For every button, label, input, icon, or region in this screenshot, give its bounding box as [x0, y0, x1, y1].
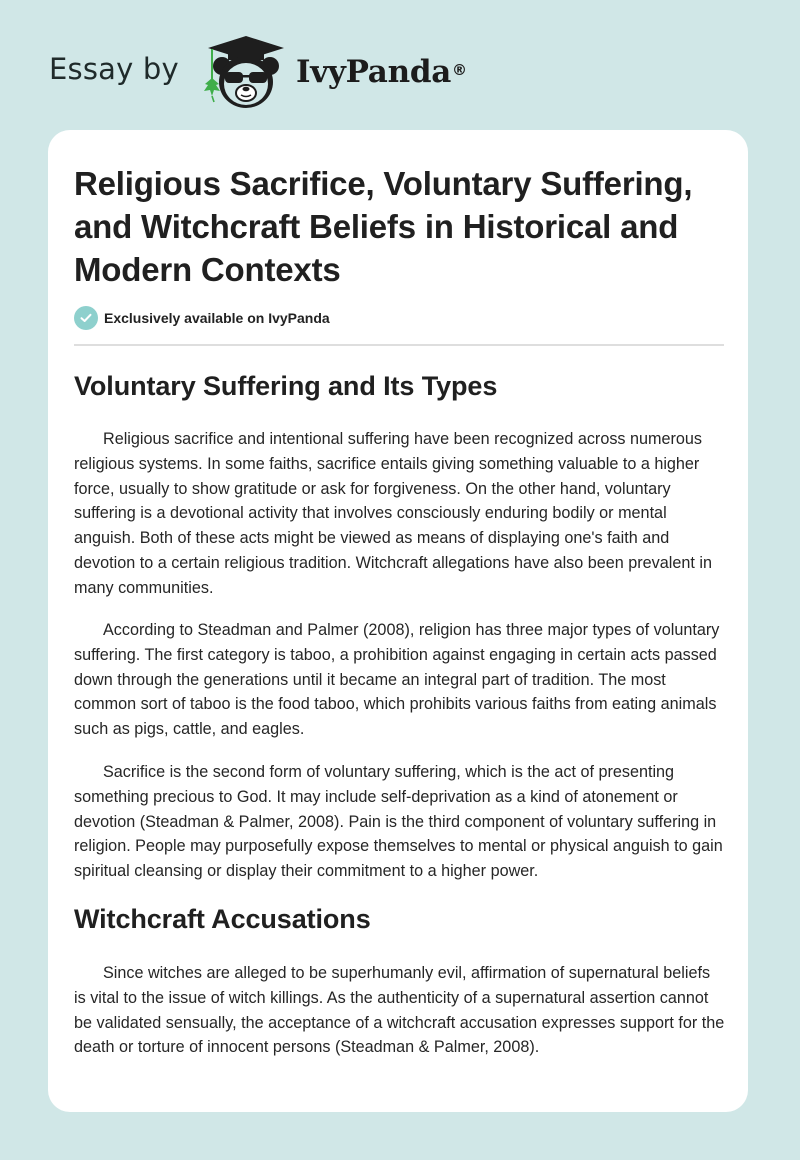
essay-by-label: Essay by: [49, 52, 179, 86]
paragraph: Religious sacrifice and intentional suffering have been recognized across numerous religious systems. In some faiths, sacrifice entails giving something valuable to a higher force, usually to show gratitude or ask for forgiveness. On the other hand, voluntary suffering is a devotional activity that involves consciously enduring bodily or mental anguish. Both of these acts might be viewed as means of displaying one's faith and devotion to a certain religious tradition. Witchcraft allegations have also been prevalent in many communities.: [74, 430, 712, 597]
paragraph: Since witches are alleged to be superhumanly evil, affirmation of supernatural beliefs is vital to the issue of witch killings. As the authenticity of a supernatural assertion cannot be validated sensually, the acceptance of a witchcraft accusation expresses support for the death or torture of innocent persons (Steadman & Palmer, 2008).: [74, 964, 725, 1057]
section-heading-witchcraft-accusations: Witchcraft Accusations: [74, 904, 371, 934]
paragraph: Sacrifice is the second form of voluntary suffering, which is the act of presenting something precious to God. It may include self-deprivation as a kind of atonement or devotion (Steadman & Palmer, 2008). Pain is the third component of voluntary suffering in religion. People may purposefully expose themselves to mental or physical anguish to gain spiritual cleansing or display their commitment to a higher power.: [74, 763, 723, 881]
brand-name[interactable]: [296, 54, 467, 90]
brand-wordmark: IvyPanda: [296, 54, 451, 90]
registered-mark: ®: [452, 61, 467, 79]
title-divider: [74, 344, 724, 346]
section-heading-voluntary-suffering: Voluntary Suffering and Its Types: [74, 371, 498, 401]
exclusive-badge-text: Exclusively available on IvyPanda: [104, 310, 330, 326]
check-circle-icon: [74, 306, 98, 330]
page-title: Religious Sacrifice, Voluntary Suffering, and Witchcraft Beliefs in Historical and Modern Contexts: [74, 165, 693, 288]
exclusive-badge: [74, 306, 330, 330]
paragraph: According to Steadman and Palmer (2008), religion has three major types of voluntary suffering. The first category is taboo, a prohibition against engaging in certain acts passed down through the generations until it became an integral part of tradition. The most common sort of taboo is the food taboo, which prohibits various faiths from eating animals such as pigs, cattle, and eagles.: [74, 621, 720, 739]
panda-graduation-cap-icon[interactable]: [200, 34, 292, 110]
site-header: [0, 0, 800, 120]
essay-card: [48, 130, 748, 1112]
